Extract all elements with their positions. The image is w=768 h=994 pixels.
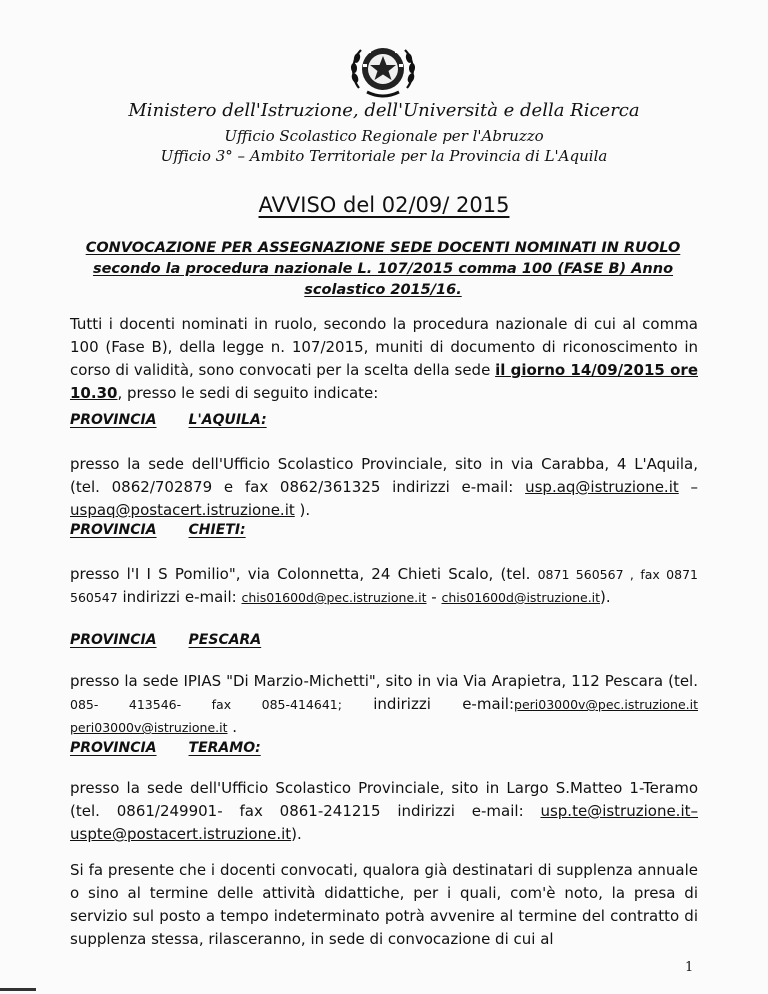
phone-numbers: 0871 560567 , fax 0871 560547 <box>70 567 698 605</box>
province-heading-chieti: PROVINCIA CHIETI: <box>70 522 246 538</box>
email-link[interactable]: chis01600d@istruzione.it <box>441 590 601 605</box>
territorial-unit: Ufficio 3° – Ambito Territoriale per la Provincia di L'Aquila <box>160 147 608 165</box>
province-text-laquila: presso la sede dell'Ufficio Scolastico Provinciale, sito in via Carabba, 4 L'Aquila, (tel. 0862/702879 e fax 0862/361325 indirizzi e-mail: usp.aq@istruzione.it – uspaq@postacert.istruzione.it ). <box>70 455 698 519</box>
province-heading-teramo: PROVINCIA TERAMO: <box>70 740 261 756</box>
italian-republic-emblem <box>349 38 417 100</box>
province-heading-pescara: PROVINCIA PESCARA <box>70 632 262 648</box>
regional-office: Ufficio Scolastico Regionale per l'Abruzzo <box>224 127 544 145</box>
convocation-date: il giorno 14/09/2015 ore 10.30 <box>70 361 698 402</box>
email-link[interactable]: uspaq@postacert.istruzione.it <box>70 501 295 519</box>
email-link[interactable]: chis01600d@pec.istruzione.it <box>241 590 427 605</box>
closing-paragraph: Si fa presente che i docenti convocati, qualora già destinatari di supplenza annuale o sino al termine delle attività didattiche, per i quali, com'è noto, la presa di servizio sul posto a tempo indeterminato potrà avvenire al termine del contratto di supplenza stessa, rilasceranno, in sede di convocazione di cui al <box>70 861 698 948</box>
intro-paragraph: Tutti i docenti nominati in ruolo, secondo la procedura nazionale di cui al comma 100 (Fase B), della legge n. 107/2015, muniti di documento di riconoscimento in corso di validità, sono convocati per la scelta della sede il giorno 14/09/2015 ore 10.30, presso le sedi di seguito indicate: <box>70 315 698 402</box>
email-link[interactable]: usp.aq@istruzione.it <box>525 478 679 496</box>
province-text-chieti: presso l'I I S Pomilio", via Colonnetta, 24 Chieti Scalo, (tel. 0871 560567 , fax 0871 560547 indirizzi e-mail: chis01600d@pec.istruzione.it - chis01600d@istruzione.it). <box>70 565 698 606</box>
notice-subtitle: CONVOCAZIONE PER ASSEGNAZIONE SEDE DOCENTI NOMINATI IN RUOLO secondo la procedura nazionale L. 107/2015 comma 100 (FASE B) Anno scolastico 2015/16. <box>85 240 681 298</box>
province-text-pescara: presso la sede IPIAS "Di Marzio-Michetti", sito in via Via Arapietra, 112 Pescara (tel. 085- 413546- fax 085-414641; indirizzi e-mail:peri03000v@pec.istruzione.it peri03000v@istruzione.it . <box>70 672 698 736</box>
notice-title: AVVISO del 02/09/ 2015 <box>258 193 510 217</box>
email-link[interactable]: peri03000v@istruzione.it <box>70 720 228 735</box>
province-heading-laquila: PROVINCIA L'AQUILA: <box>70 412 267 428</box>
scan-edge-mark <box>0 988 36 991</box>
email-link[interactable]: usp.te@istruzione.it–uspte@postacert.istruzione.it <box>70 802 698 843</box>
phone-numbers: 085- 413546- fax 085-414641; <box>70 697 342 712</box>
province-text-teramo: presso la sede dell'Ufficio Scolastico Provinciale, sito in Largo S.Matteo 1-Teramo (tel. 0861/249901- fax 0861-241215 indirizzi e-mail: usp.te@istruzione.it–uspte@postacert.istruzione.it). <box>70 779 698 843</box>
email-link[interactable]: peri03000v@pec.istruzione.it <box>514 697 698 712</box>
ministry-name: Ministero dell'Istruzione, dell'Università e della Ricerca <box>128 100 640 121</box>
page-number: 1 <box>685 960 694 975</box>
